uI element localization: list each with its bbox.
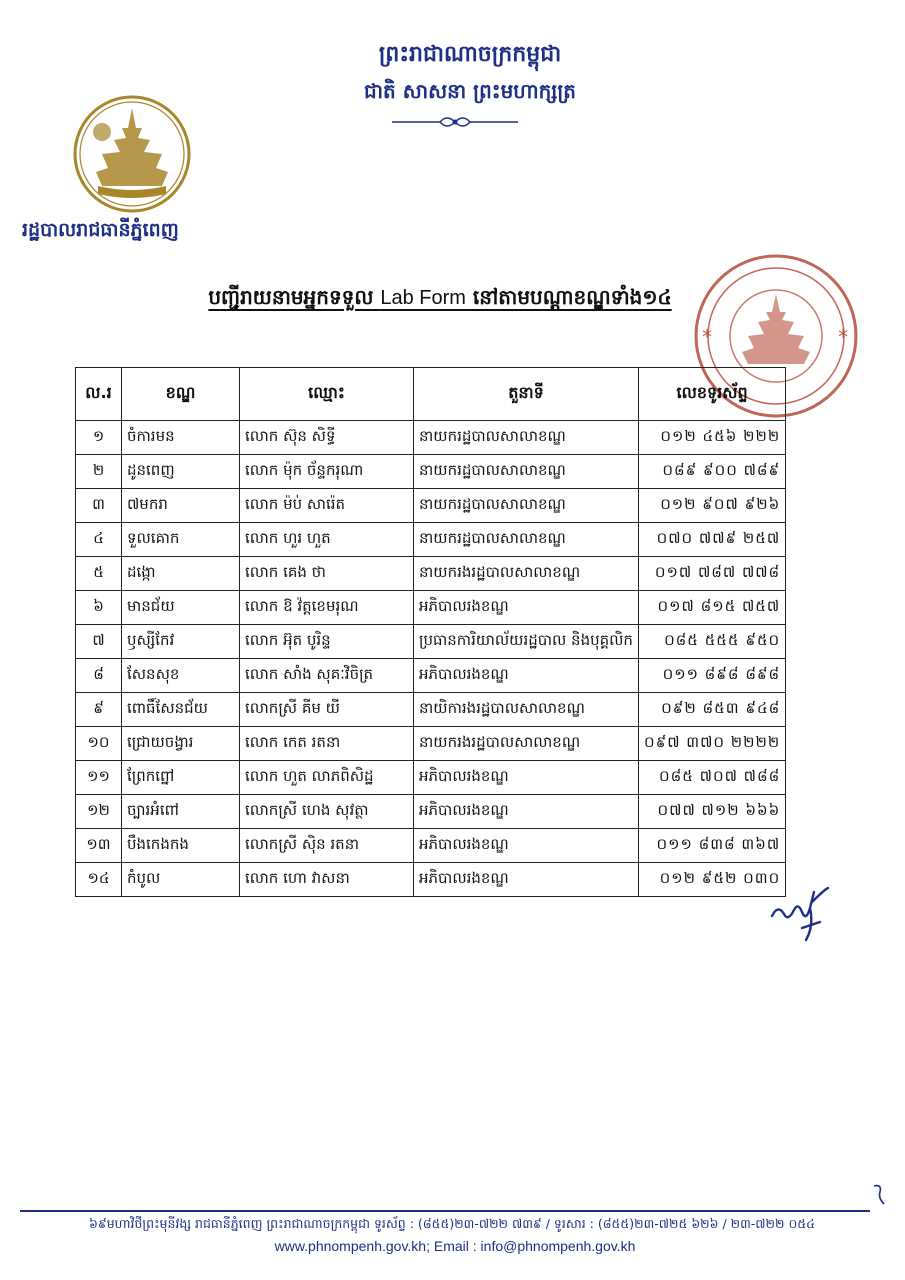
row-name: លោក អ៊ុត បូរិន្ទ — [240, 625, 414, 659]
table-row — [76, 727, 786, 761]
row-role: នាយករងរដ្ឋបាលសាលាខណ្ឌ — [414, 557, 639, 591]
svg-text:*: * — [702, 325, 712, 349]
row-district: កំបូល — [122, 863, 240, 897]
administration-name: រដ្ឋបាលរាជធានីភ្នំពេញ — [22, 219, 179, 241]
row-number: ១៤ — [76, 863, 122, 897]
municipal-emblem-icon — [72, 94, 192, 214]
row-phone: ០១២ ៩០៧ ៩២៦ — [638, 489, 785, 523]
row-phone: ០៧៧ ៧១២ ៦៦៦ — [638, 795, 785, 829]
row-district: ច្បារអំពៅ — [122, 795, 240, 829]
row-role: នាយករដ្ឋបាលសាលាខណ្ឌ — [414, 421, 639, 455]
row-number: ៩ — [76, 693, 122, 727]
row-number: ៦ — [76, 591, 122, 625]
row-name: លោក ស៊ុន សិទ្ធី — [240, 421, 414, 455]
row-district: ដូនពេញ — [122, 455, 240, 489]
row-number: ១១ — [76, 761, 122, 795]
row-number: ៥ — [76, 557, 122, 591]
row-phone: ០១១ ៨៩៨ ៨៩៨ — [638, 659, 785, 693]
row-district: សែនសុខ — [122, 659, 240, 693]
header-role: តួនាទី — [414, 368, 639, 421]
row-phone: ០៨៥ ៧០៧ ៧៨៨ — [638, 761, 785, 795]
row-role: នាយករដ្ឋបាលសាលាខណ្ឌ — [414, 523, 639, 557]
table-row — [76, 489, 786, 523]
table-row — [76, 829, 786, 863]
title-latin: Lab Form — [380, 287, 466, 309]
row-number: ៣ — [76, 489, 122, 523]
row-district: ទួលគោក — [122, 523, 240, 557]
table-row — [76, 761, 786, 795]
row-phone: ០១១ ៨៣៨ ៣៦៧ — [638, 829, 785, 863]
row-number: ២ — [76, 455, 122, 489]
table-row — [76, 591, 786, 625]
row-number: ៧ — [76, 625, 122, 659]
row-district: ព្រែកព្នៅ — [122, 761, 240, 795]
row-phone: ០៨៥ ៥៥៥ ៩៥០ — [638, 625, 785, 659]
table-row — [76, 421, 786, 455]
row-name: លោក គេង ថា — [240, 557, 414, 591]
kingdom-heading: ព្រះរាជាណាចក្រកម្ពុជា — [378, 42, 562, 67]
row-name: លោក ម៉ុក ច័ន្ទករុណា — [240, 455, 414, 489]
row-phone: ០៧០ ៧៧៩ ២៥៧ — [638, 523, 785, 557]
header-phone: លេខទូរស័ព្ទ — [638, 368, 785, 421]
row-district: បឹងកេងកង — [122, 829, 240, 863]
document-title — [160, 284, 720, 314]
row-role: នាយករដ្ឋបាលសាលាខណ្ឌ — [414, 455, 639, 489]
row-name: លោក ឱ វ៉ត្តខេមរុណ — [240, 591, 414, 625]
row-name: លោក សាំង សុគៈវិចិត្រ — [240, 659, 414, 693]
row-role: នាយករងរដ្ឋបាលសាលាខណ្ឌ — [414, 727, 639, 761]
row-name: លោក ហួត លាភពិសិដ្ឋ — [240, 761, 414, 795]
row-number: ១ — [76, 421, 122, 455]
row-district: ៧មករា — [122, 489, 240, 523]
row-role: ប្រធានការិយាល័យរដ្ឋបាល និងបុគ្គលិក — [414, 625, 639, 659]
table-row — [76, 523, 786, 557]
row-phone: ០៩៧ ៣៧០ ២២២២ — [638, 727, 785, 761]
row-number: ៨ — [76, 659, 122, 693]
national-motto: ជាតិ សាសនា ព្រះមហាក្សត្រ — [364, 79, 576, 103]
table-header-row — [76, 368, 786, 421]
table-row — [76, 693, 786, 727]
table-row — [76, 625, 786, 659]
row-role: អភិបាលរងខណ្ឌ — [414, 659, 639, 693]
row-phone: ០១២ ៤៥៦ ២២២ — [638, 421, 785, 455]
row-name: លោក កេត រតនា — [240, 727, 414, 761]
row-name: លោកស្រី ហេង សុវត្ថា — [240, 795, 414, 829]
row-name: លោក ហោ វាសនា — [240, 863, 414, 897]
row-role: នាយិការងរដ្ឋបាលសាលាខណ្ឌ — [414, 693, 639, 727]
svg-text:*: * — [838, 325, 848, 349]
table-row — [76, 863, 786, 897]
row-number: ១០ — [76, 727, 122, 761]
row-name: លោកស្រី គីម យី — [240, 693, 414, 727]
row-district: មានជ័យ — [122, 591, 240, 625]
row-district: ចំការមន — [122, 421, 240, 455]
row-name: លោកស្រី ស៊ិន រតនា — [240, 829, 414, 863]
row-district: ឫស្សីកែវ — [122, 625, 240, 659]
row-name: លោក ម៉ប់ សារ៉េត — [240, 489, 414, 523]
row-district: ពោធិ៍សែនជ័យ — [122, 693, 240, 727]
table-row — [76, 659, 786, 693]
row-role: នាយករដ្ឋបាលសាលាខណ្ឌ — [414, 489, 639, 523]
row-role: អភិបាលរងខណ្ឌ — [414, 761, 639, 795]
row-number: ១២ — [76, 795, 122, 829]
row-phone: ០៩២ ៨៥៣ ៩៤៨ — [638, 693, 785, 727]
footer-address: ៦៩មហាវិថីព្រះមុនីវង្ស រាជធានីភ្នំពេញ ព្រះរាជាណាចក្រកម្ពុជា ទូរស័ព្ទ : (៨៥៥)២៣-៧២២ ៧៣៩ / ទូរសារ : (៨៥៥)២៣-៧២៥ ៦២៦ / ២៣-៧២២ ០៥៤ — [89, 1216, 815, 1231]
row-phone: ០១២ ៩៥២ ០៣០ — [638, 863, 785, 897]
signature-icon — [768, 882, 834, 948]
row-district: ដង្កោ — [122, 557, 240, 591]
footer-divider — [20, 1210, 870, 1212]
row-role: អភិបាលរងខណ្ឌ — [414, 863, 639, 897]
row-role: អភិបាលរងខណ្ឌ — [414, 795, 639, 829]
header-name: ឈ្មោះ — [240, 368, 414, 421]
row-role: អភិបាលរងខណ្ឌ — [414, 829, 639, 863]
row-name: លោក ហួរ ហួត — [240, 523, 414, 557]
header-district: ខណ្ឌ — [122, 368, 240, 421]
decorative-divider-icon — [390, 112, 520, 132]
row-phone: ០១៧ ៧៨៧ ៧៧៨ — [638, 557, 785, 591]
table-row — [76, 557, 786, 591]
footer-contact: www.phnompenh.gov.kh; Email : info@phnompenh.gov.kh — [274, 1238, 636, 1254]
row-number: ១៣ — [76, 829, 122, 863]
row-phone: ០១៧ ៨១៥ ៧៥៧ — [638, 591, 785, 625]
table-row — [76, 795, 786, 829]
row-phone: ០៨៩ ៩០០ ៧៨៩ — [638, 455, 785, 489]
header-number: ល.រ — [76, 368, 122, 421]
row-district: ជ្រោយចង្វារ — [122, 727, 240, 761]
page-corner-mark-icon — [868, 1182, 888, 1208]
row-role: អភិបាលរងខណ្ឌ — [414, 591, 639, 625]
table-row — [76, 455, 786, 489]
title-before: បញ្ជីរាយនាមអ្នកទទួល — [208, 285, 381, 309]
lab-form-recipient-table — [75, 367, 786, 897]
title-after: នៅតាមបណ្ដាខណ្ឌទាំង១៤ — [465, 285, 672, 309]
row-number: ៤ — [76, 523, 122, 557]
